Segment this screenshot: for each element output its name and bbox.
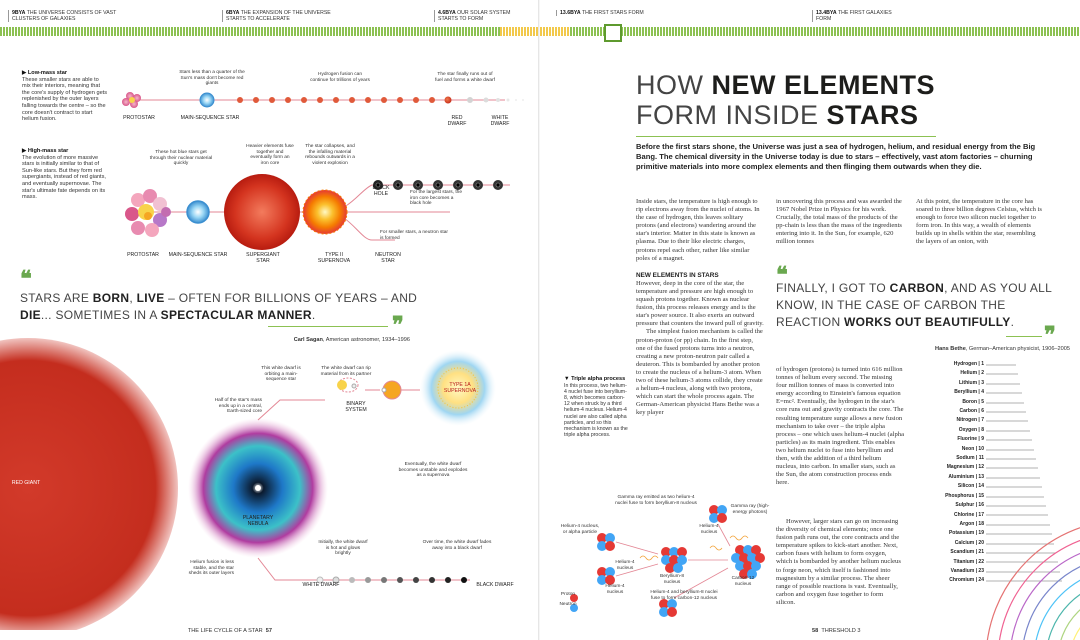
col1-paragraph-c: The simplest fusion mechanism is called the proton-proton (or pp) chain. In the first step, one of the fused protons turns into a neutron, creating a new proton-neutron pair called a deuteron. This is bombarded by another proton to create the nucleus of a helium-3 atom. When two of these helium-3 atoms collide, they create a helium-4 nucleus, along with two protons, which can start the whole process again. The German-American physicist Hans Bethe was a key player bbox=[636, 328, 763, 417]
column-2-bottom: of hydrogen (protons) is turned into 616 million tonnes of helium every second. The missing four million tonnes of mass is converted into energy according to Einstein's famous equation E=mc². Eventually, the hydrogen in the star's core runs out and gravity contracts the core. The resulting temperature surge allows a new fusion mechanism to take over – the triple alpha process – one which uses helium-4 nuclei (alpha particles) as its main ingredient. This enables two helium nuclei to fuse into beryllium and then, with the addition of a third helium nucleus, into carbon. In smaller stars, such as the Sun, the atom construction process ends here. bbox=[776, 366, 904, 487]
element-aluminium: Aluminium | 13 bbox=[948, 473, 984, 480]
ta-label-fuse-carbon: Helium-4 and beryllium-8 nuclei fuse to form carbon-12 nucleus bbox=[650, 590, 718, 601]
note-orbiting-white-dwarf: This white dwarf is orbiting a main-sequence star bbox=[261, 366, 301, 383]
triple-alpha-description: In this process, two helium-4 nuclei fuse into beryllium-8, which becomes carbon-12 when struck by a third helium-4 nucleus. Helium-4 nuclei are also called alpha particles, and so this mechanism is known as the triple alpha process. bbox=[564, 382, 628, 439]
sagan-rule bbox=[268, 326, 388, 327]
quote-marks-open-left: ❝ bbox=[20, 266, 32, 291]
quote-marks-open-right: ❝ bbox=[776, 262, 788, 287]
timeline-label-6bya: 6BYA THE EXPANSION OF THE UNIVERSE STARTS TO ACCELERATE bbox=[222, 10, 346, 22]
intro-dek: Before the first stars shone, the Universe was just a sea of hydrogen, helium, and residual energy from the Big Bang. The chemical diversity in the Universe today is due to stars – effectively, vast atom factories – churning primitive materials into more complex elements and then flinging them outwards when they die. bbox=[636, 142, 1036, 171]
ta-label-neutron: Neutron bbox=[559, 602, 577, 607]
beryllium-nucleus bbox=[661, 547, 687, 573]
label-red-giant: RED GIANT bbox=[11, 480, 41, 486]
footer-left: THE LIFE CYCLE OF A STAR 57 bbox=[187, 628, 272, 634]
timeline-yellow-segment bbox=[500, 27, 540, 36]
high-mass-description: The evolution of more massive stars is initially similar to that of Sun-like stars. But they form red supergiants, instead of red giants, and eventually supernovae. The star's ultimate fate depends on its mass. bbox=[22, 154, 106, 201]
ta-label-carbon: Carbon-12 nucleus bbox=[731, 576, 755, 587]
timeline-label-13-4bya: 13.4BYA THE FIRST GALAXIES FORM bbox=[812, 10, 906, 22]
label-black-dwarf: BLACK DWARF bbox=[476, 582, 514, 588]
ta-label-helium-top-right: Helium-4 nucleus bbox=[699, 524, 719, 535]
column-1 bbox=[636, 198, 764, 417]
triple-alpha-text bbox=[564, 376, 628, 438]
note-smaller-stars: For smaller stars, a neutron star is formed bbox=[380, 230, 448, 241]
supergiant-star bbox=[224, 174, 300, 250]
element-vanadium: Vanadium | 23 bbox=[950, 567, 984, 574]
label-black-hole: BLACK HOLE bbox=[372, 185, 390, 197]
right-page bbox=[540, 0, 1080, 640]
label-white-dwarf: WHITE DWARF bbox=[302, 582, 340, 588]
bethe-quote: FINALLY, I GOT TO CARBON, AND AS YOU ALL KNOW, IN THE CASE OF CARBON THE REACTION WORKS OUT BEAUTIFULLY. bbox=[776, 281, 1052, 329]
protostar-cluster bbox=[122, 92, 141, 108]
element-lithium: Lithium | 3 bbox=[958, 379, 984, 386]
ta-label-gamma-high-energy: Gamma ray (high-energy photons) bbox=[730, 504, 770, 515]
timeline-marker bbox=[604, 24, 622, 42]
col1-paragraph-b: However, deep in the core of the star, the temperature and pressure are high enough to squash protons together. Known as nuclear fusion, this process releases energy and is the star's power source. It also exerts an outward pressure that counters the inward pull of gravity. bbox=[636, 279, 764, 328]
quote-marks-close-right: ❞ bbox=[1044, 322, 1056, 347]
element-fluorine: Fluorine | 9 bbox=[957, 436, 984, 443]
page-title: HOW NEW ELEMENTS FORM INSIDE STARS bbox=[636, 70, 936, 130]
helium-nucleus-top-right bbox=[709, 505, 727, 523]
ta-label-beryllium: Beryllium-8 nucleus bbox=[660, 574, 684, 585]
note-largest-stars: For the largest stars, the iron core becomes a black hole bbox=[410, 190, 462, 207]
sagan-quote: STARS ARE BORN, LIVE – OFTEN FOR BILLIONS OF YEARS – AND DIE... SOMETIMES IN A SPECTACULAR MANNER. bbox=[20, 291, 418, 322]
element-silicon: Silicon | 14 bbox=[957, 483, 984, 490]
timeline-yellow-segment-right bbox=[540, 27, 570, 36]
element-oxygen: Oxygen | 8 bbox=[958, 426, 984, 433]
note-white-dwarf: The star finally runs out of fuel and forms a white dwarf bbox=[435, 72, 495, 83]
label-type-1a-supernova: TYPE 1A SUPERNOVA bbox=[443, 382, 477, 394]
element-helium: Helium | 2 bbox=[960, 370, 984, 377]
label-type-ii-supernova: TYPE II SUPERNOVA bbox=[317, 252, 351, 264]
element-argon: Argon | 18 bbox=[959, 520, 984, 527]
element-chromium: Chromium | 24 bbox=[949, 577, 984, 584]
label-planetary-nebula: PLANETARY NEBULA bbox=[242, 515, 274, 527]
main-sequence-star bbox=[200, 93, 214, 107]
note-quarter-mass: Stars less than a quarter of the Sun's mass don't become red giants bbox=[179, 70, 245, 87]
element-chlorine: Chlorine | 17 bbox=[953, 511, 984, 518]
element-hydrogen: Hydrogen | 1 bbox=[953, 361, 984, 367]
white-dwarf-core bbox=[255, 485, 261, 491]
element-nitrogen: Nitrogen | 7 bbox=[956, 417, 984, 424]
protostar-cluster-high bbox=[125, 189, 171, 237]
note-hot-blue-stars: These hot blue stars get through their nuclear material quickly bbox=[149, 150, 213, 167]
timeline-label-4-6bya: 4.6BYA OUR SOLAR SYSTEM STARTS TO FORM bbox=[434, 10, 528, 22]
element-scandium: Scandium | 21 bbox=[950, 549, 984, 556]
col1-paragraph-a: Inside stars, the temperature is high enough to rip electrons away from the nuclei of atoms. In the case of hydrogen, this leaves solitary protons (and electrons) wandering around the star's interior. Matter in this state is known as plasma. Due to their like electric charges, protons repel each other, rather like similar poles of a magnet. bbox=[636, 198, 760, 262]
element-list bbox=[912, 360, 984, 586]
low-mass-heading: ▶ Low-mass star bbox=[22, 70, 68, 76]
note-half-mass-core: Half of the star's mass ends up in a central, Earth-sized core bbox=[214, 398, 262, 415]
element-titanium: Titanium | 22 bbox=[953, 558, 984, 565]
bethe-attribution: Hans Bethe, German–American physicist, 1906–2005 bbox=[935, 346, 1070, 352]
element-carbon: Carbon | 6 bbox=[959, 408, 984, 415]
ta-label-alpha-particle: Helium-4 nucleus, or alpha particle bbox=[560, 524, 600, 535]
label-binary-system: BINARY SYSTEM bbox=[345, 401, 367, 413]
note-unstable-explodes: Eventually, the white dwarf becomes unstable and explodes as a supernova bbox=[398, 462, 468, 479]
note-heavier-elements: Heavier elements fuse together and eventually form an iron core bbox=[246, 144, 294, 166]
label-supergiant: SUPERGIANT STAR bbox=[246, 252, 280, 264]
timeline-label-9bya: 9BYA THE UNIVERSE CONSISTS OF VAST CLUSTERS OF GALAXIES bbox=[8, 10, 132, 22]
low-mass-description: These smaller stars are able to mix their interiors, meaning that the core's supply of hydrogen gets replenished by the outer layers falling towards the centre – so the core doesn't contract to start helium fusion. bbox=[22, 76, 108, 123]
binary-system bbox=[337, 378, 401, 399]
element-beryllium: Beryllium | 4 bbox=[954, 389, 984, 396]
note-hydrogen-fusion: Hydrogen fusion can continue for trillions of years bbox=[310, 72, 370, 83]
element-phosphorus: Phosphorus | 15 bbox=[945, 492, 984, 499]
timeline-bar bbox=[0, 27, 540, 36]
element-potassium: Potassium | 19 bbox=[948, 530, 984, 537]
supernova-burst bbox=[303, 190, 347, 234]
quote-marks-close-left: ❞ bbox=[392, 312, 404, 337]
timeline-label-13-6bya: 13.6BYA THE FIRST STARS FORM bbox=[556, 10, 650, 16]
label-red-dwarf: RED DWARF bbox=[447, 115, 467, 127]
label-neutron-star: NEUTRON STAR bbox=[375, 252, 401, 264]
element-calcium: Calcium | 20 bbox=[954, 539, 984, 546]
column-2-final: However, larger stars can go on increasing the diversity of chemical elements; once one fusion path runs out, the core contracts and the temperature spikes to kick-start another. Next, carbon fuses with helium to form oxygen, which is bombarded by another helium nucleus to forge neon, which itself is fashioned into magnesium by a similar process. The sheer range of possible reactions is vast. Eventually, carbon and oxygen fuse together to form silicon. bbox=[776, 518, 901, 606]
low-mass-text bbox=[22, 70, 108, 123]
note-fades-away: Over time, the white dwarf fades away into a black dwarf bbox=[422, 540, 492, 551]
high-mass-text bbox=[22, 148, 108, 201]
sagan-attribution: Carl Sagan, American astronomer, 1934–1996 bbox=[293, 337, 410, 343]
note-hot-white-dwarf: Initially, the white dwarf is hot and glows brightly bbox=[318, 540, 368, 557]
note-rip-material: The white dwarf can rip material from its partner bbox=[320, 366, 372, 377]
triple-alpha-heading: ▼ Triple alpha process bbox=[564, 376, 626, 382]
label-protostar-high: PROTOSTAR bbox=[127, 252, 159, 258]
ta-label-proton: Proton bbox=[560, 592, 576, 597]
note-star-collapses: The star collapses, and the infalling material rebounds outwards in a violent explosion bbox=[305, 144, 355, 166]
label-protostar-low: PROTOSTAR bbox=[123, 115, 155, 121]
footer-right: 58 THRESHOLD 3 bbox=[812, 628, 861, 634]
onion-shells bbox=[986, 520, 1080, 640]
carbon-nucleus bbox=[731, 545, 765, 579]
col1-heading: NEW ELEMENTS IN STARS bbox=[636, 271, 719, 279]
element-leader-lines bbox=[986, 365, 1062, 581]
element-magnesium: Magnesium | 12 bbox=[946, 464, 984, 471]
label-main-sequence-high: MAIN-SEQUENCE STAR bbox=[168, 252, 228, 258]
main-sequence-star-high bbox=[187, 201, 209, 223]
column-3-top: At this point, the temperature in the core has soared to three billion degrees Celsius, which is enough to force two silicon nuclei together to form iron. In this way, a wealth of elements builds up in shells within the star, resembling the layers of an onion, with bbox=[916, 198, 1042, 246]
element-neon: Neon | 10 bbox=[961, 445, 984, 452]
ta-label-helium-bottom-left: Helium-4 nucleus bbox=[605, 584, 625, 595]
column-2-top: in uncovering this process and was awarded the 1967 Nobel Prize in Physics for his work. Crucially, the total mass of the products of the pp-chain is less than the mass of the ingredients entering into it. In the Sun, for example, 620 million tonnes bbox=[776, 198, 902, 246]
helium-nucleus-bottom bbox=[659, 599, 677, 617]
helium-nucleus-top-left bbox=[597, 533, 615, 551]
element-sulphur: Sulphur | 16 bbox=[955, 502, 984, 509]
ta-label-gamma-emitted: Gamma ray emitted as two helium-4 nuclei fuse to form beryllium-8 nucleus bbox=[615, 495, 697, 506]
note-sheds-outer-layers: Helium fusion is less stable, and the star sheds its outer layers bbox=[188, 560, 234, 577]
title-rule bbox=[636, 136, 936, 137]
label-main-sequence-low: MAIN-SEQUENCE STAR bbox=[180, 115, 240, 121]
label-white-dwarf-low: WHITE DWARF bbox=[490, 115, 510, 127]
high-mass-heading: ▶ High-mass star bbox=[22, 148, 69, 154]
bethe-rule bbox=[1006, 336, 1042, 337]
element-shells-diagram bbox=[986, 360, 1080, 640]
ta-label-helium-mid: Helium-4 nucleus bbox=[615, 560, 635, 571]
element-boron: Boron | 5 bbox=[962, 398, 984, 405]
element-sodium: Sodium | 11 bbox=[956, 455, 984, 462]
